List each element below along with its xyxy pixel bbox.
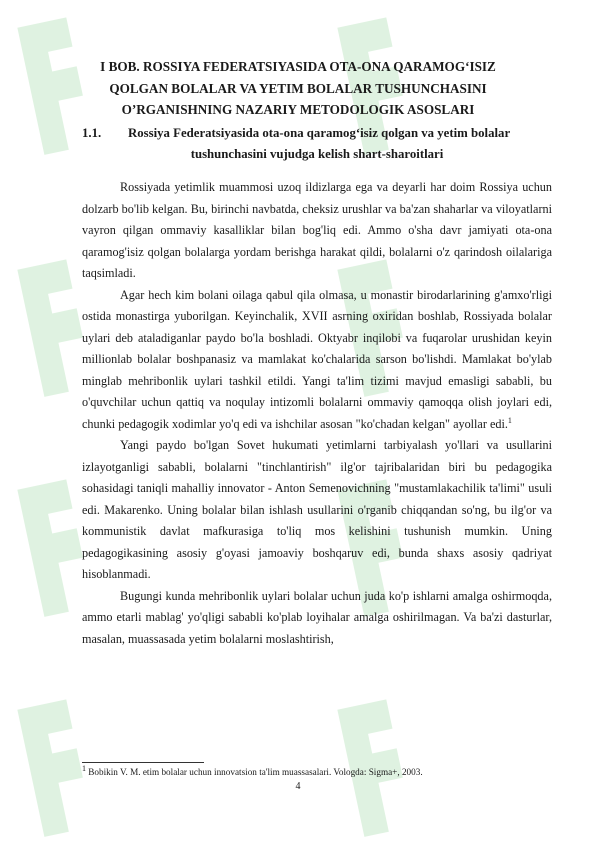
footnote-reference[interactable]: 1 <box>507 415 512 425</box>
footnote <box>82 763 423 777</box>
chapter-title-line: I BOB. ROSSIYA FEDERATSIYASIDA OTA-ONA QARAMOG‘ISIZ <box>100 59 496 74</box>
watermark-icon <box>330 690 460 840</box>
section-number: 1.1. <box>82 126 102 140</box>
footnote-text: Bobikin V. M. etim bolalar uchun innovatsion ta'lim muassasalari. Vologda: Sigma+, 2003. <box>88 767 423 777</box>
watermark-icon <box>10 690 140 840</box>
paragraph-text: Agar hech kim bolani oilaga qabul qila olmasa, u monastir birodarlarining g'amxo'rligi ostida monastirga yuborilgan. Keyinchalik, XVII asrning oxiridan boshlab, Rossiyada bolalar uylari deb ataladiganlar paydo bo'la boshladi. Oktyabr inqilobi va fuqarolar urushidan keyin millionlab bolalar boshpanasiz va mamlakat ko'chalarida sarson bo'lishdi. Mamlakat bo'ylab minglab mehribonlik uylari tashkil etildi. Yangi ta'lim tizimi mavjud emasligi sababli, bu o'quvchilar uchun qattiq va noqulay intizomli bolalarni ommaviy qamoqqa olish joylari edi, chunki pedagogik xodimlar yo'q edi va ishchilar asosan "ko'chadan kelgan" ayollar edi. <box>82 287 552 431</box>
paragraph: Rossiyada yetimlik muammosi uzoq ildizlarga ega va deyarli har doim Rossiya uchun dolzarb bo'lib kelgan. Bu, birinchi navbatda, cheksiz urushlar va ba'zan shaharlar va viloyatlarni vayron qilgan ommaviy kasalliklar bilan bog'liq edi. Ammo o'sha davr jamiyati ota-ona qaramog'isiz qolgan bolalarga yordam berishga harakat qildi, bolalarni o'z qarindosh oilalariga taqsimladi. <box>82 180 552 280</box>
footnote-divider <box>82 762 204 763</box>
chapter-title-line: O’RGANISHNING NAZARIY METODOLOGIK ASOSLARI <box>121 102 475 117</box>
paragraph: Bugungi kunda mehribonlik uylari bolalar uchun juda ko'p ishlarni amalga oshirmoqda, ammo etarli mablag' yo'qligi sababli ko'plab loyihalar amalga oshirilmagan. Va ba'zi dasturlar, masalan, muassasada yetim bolalarni moslashtirish, <box>82 588 552 646</box>
paragraph: Yangi paydo bo'lgan Sovet hukumati yetimlarni tarbiyalash yo'llari va usullarini izlayotganligi sababli, bolalarni "tinchlantirish" ilg'or tajribalaridan biri bu pedagogika sohasidagi taniqli mahalliy innovator - Anton Semenovichning "mustamlakachilik ta'limi" usuli edi. Makarenko. Uning bolalar bilan ishlash usullarini o'rganib chiqqandan so'ng, bu ilg'or va kommunistik davlat mafkurasiga to'liq mos kelishini tushunish mumkin. Uning pedagogikasining asosiy g'oyasi jamoaviy boshqaruv edi, bunda shaxs asosiy qadriyat hisoblanmadi. <box>82 438 552 581</box>
section-title-line: Rossiya Federatsiyasida ota-ona qaramog‘isiz qolgan va yetim bolalar <box>128 126 511 140</box>
footnote-mark: 1 <box>82 763 86 773</box>
body-text <box>82 177 552 650</box>
chapter-title-line: QOLGAN BOLALAR VA YETIM BOLALAR TUSHUNCHASINI <box>109 80 487 96</box>
page-number: 4 <box>295 781 301 792</box>
paragraph <box>82 285 552 436</box>
chapter-title <box>60 56 536 121</box>
section-title-line: tushunchasini vujudga kelish shart-sharoitlari <box>190 147 444 161</box>
